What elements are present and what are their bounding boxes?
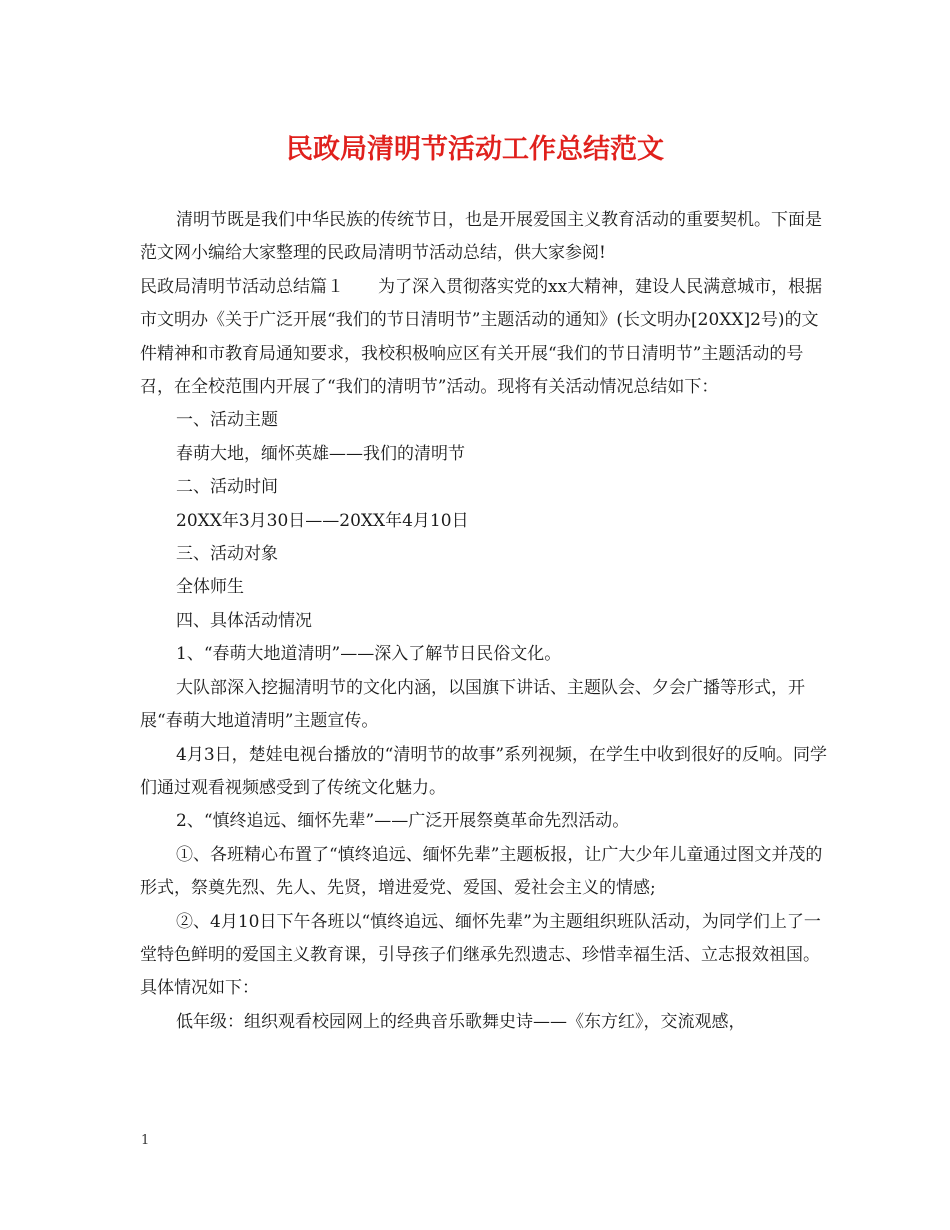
document-title: 民政局清明节活动工作总结范文	[286, 134, 664, 165]
paragraph-summary-1: 民政局清明节活动总结篇１ 为了深入贯彻落实党的xx大精神，建设人民满意城市，根据市文明办《关于广泛开展“我们的节日清明节”主题活动的通知》(长文明办[20XX]2号)的文件精神和市教育局通知要求，我校积极响应区有关开展“我们的节日清明节”主题活动的号召，在全校范围内开展了“我们的清明节”活动。现将有关活动情况总结如下：	[140, 276, 823, 398]
heading-time: 二、活动时间	[176, 477, 278, 498]
paragraph-time: 20XX年3月30日——20XX年4月10日	[176, 510, 469, 531]
paragraph-detail-1: 大队部深入挖掘清明节的文化内涵，以国旗下讲话、主题队会、夕会广播等形式，开展“春萌大地道清明”主题宣传。	[140, 677, 805, 732]
paragraph-detail-5: 低年级：组织观看校园网上的经典音乐歌舞史诗——《东方红》，交流观感，	[176, 1011, 746, 1032]
paragraph-intro: 清明节既是我们中华民族的传统节日，也是开展爱国主义教育活动的重要契机。下面是范文网小编给大家整理的民政局清明节活动总结，供大家参阅!	[140, 210, 822, 264]
heading-details: 四、具体活动情况	[176, 610, 312, 631]
paragraph-detail-3: ①、各班精心布置了“慎终追远、缅怀先辈”主题板报，让广大少年儿童通过图文并茂的形式，祭奠先烈、先人、先贤，增进爱党、爱国、爱社会主义的情感;	[140, 844, 823, 899]
paragraph-audience: 全体师生	[176, 577, 244, 598]
paragraph-detail-4: ②、4月10日下午各班以“慎终追远、缅怀先辈”为主题组织班队活动，为同学们上了一堂特色鲜明的爱国主义教育课，引导孩子们继承先烈遗志、珍惜幸福生活、立志报效祖国。具体情况如下：	[140, 911, 821, 999]
document-body	[140, 204, 830, 1039]
page-number: 1	[141, 1133, 150, 1148]
heading-theme: 一、活动主题	[176, 410, 278, 431]
subheading-2: 2、“慎终追远、缅怀先辈”——广泛开展祭奠革命先烈活动。	[176, 811, 630, 832]
heading-audience: 三、活动对象	[176, 544, 278, 565]
paragraph-detail-2: 4月3日，楚娃电视台播放的“清明节的故事”系列视频，在学生中收到很好的反响。同学们通过观看视频感受到了传统文化魅力。	[140, 744, 828, 798]
subheading-1: 1、“春萌大地道清明”——深入了解节日民俗文化。	[176, 644, 562, 665]
paragraph-theme: 春萌大地，缅怀英雄——我们的清明节	[176, 443, 465, 464]
